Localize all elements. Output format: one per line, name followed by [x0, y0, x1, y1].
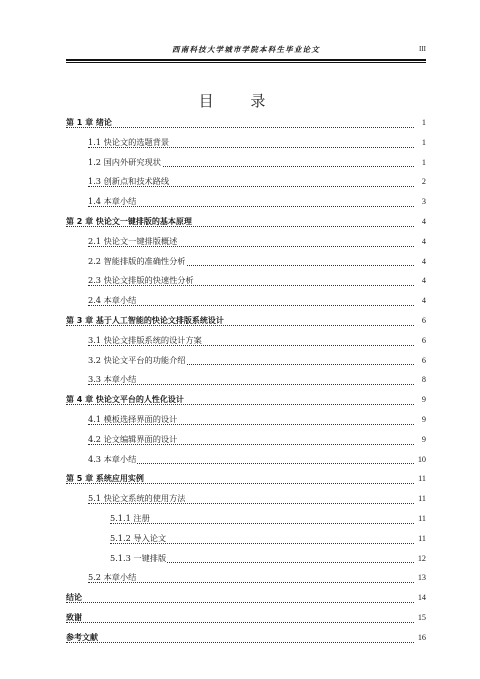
toc-entry-page: 4 [421, 256, 426, 266]
toc-entry[interactable] [66, 549, 426, 569]
toc-entry-page: 13 [417, 573, 426, 583]
toc-entry-page: 12 [417, 553, 426, 563]
toc-entry[interactable] [66, 430, 426, 450]
header-title: 西南科技大学城市学院本科生毕业论文 [172, 45, 320, 54]
dot-leader [66, 127, 414, 128]
dot-leader [66, 642, 414, 643]
toc-entry[interactable] [66, 489, 426, 509]
toc-entry-label: 1.2 国内外研究现状 [88, 156, 161, 167]
toc-entry[interactable] [66, 608, 426, 628]
toc-entry[interactable] [66, 351, 426, 371]
dot-leader [110, 523, 414, 524]
dot-leader [66, 622, 414, 623]
toc-entry[interactable] [66, 212, 426, 232]
toc-entry[interactable] [66, 133, 426, 153]
dot-leader [88, 384, 414, 385]
toc-entry[interactable] [66, 153, 426, 173]
running-header [66, 44, 426, 58]
toc-entry[interactable] [66, 291, 426, 311]
toc-entry[interactable] [66, 509, 426, 529]
toc-entry[interactable] [66, 172, 426, 192]
toc-entry[interactable] [66, 252, 426, 272]
toc-entry[interactable] [66, 192, 426, 212]
toc-entry-page: 2 [421, 177, 426, 187]
toc-entry-page: 1 [421, 157, 426, 167]
toc-entry-label: 2.2 智能排版的准确性分析 [88, 255, 186, 266]
toc-entry-page: 1 [421, 118, 426, 127]
dot-leader [88, 206, 414, 207]
toc-entry[interactable] [66, 311, 426, 331]
header-page-number: III [419, 45, 426, 53]
dot-leader [88, 285, 414, 286]
toc-entry-page: 6 [421, 355, 426, 365]
toc-entry-label: 3.2 快论文平台的功能介绍 [88, 354, 186, 365]
toc-entry-label: 3.1 快论文排版系统的设计方案 [88, 334, 202, 345]
toc-entry[interactable] [66, 588, 426, 608]
toc-entry-label: 4.3 本章小结 [88, 453, 137, 464]
toc-entry[interactable] [66, 568, 426, 588]
toc-entry-label: 1.4 本章小结 [88, 196, 137, 207]
toc-entry-page: 4 [421, 236, 426, 246]
dot-leader [88, 186, 414, 187]
dot-leader [88, 503, 414, 504]
toc-entry-label: 第 3 章 基于人工智能的快论文排版系统设计 [66, 315, 224, 325]
toc-heading: 目 录 [198, 92, 282, 110]
toc-entry-label: 参考文献 [66, 632, 98, 642]
toc-entry-label: 第 5 章 系统应用实例 [66, 474, 144, 484]
toc-entry-page: 16 [417, 632, 426, 642]
toc-entry-page: 6 [421, 315, 426, 325]
toc-entry-label: 2.3 快论文排版的快速性分析 [88, 275, 194, 286]
header-rule [66, 59, 426, 61]
dot-leader [88, 582, 414, 583]
toc-entry[interactable] [66, 113, 426, 133]
toc-entry[interactable] [66, 390, 426, 410]
toc-entry-page: 11 [418, 533, 426, 543]
toc-entry[interactable] [66, 271, 426, 291]
toc-entry-label: 结论 [66, 593, 82, 603]
toc-entry[interactable] [66, 529, 426, 549]
toc-entry-label: 第 1 章 绪论 [66, 118, 112, 127]
toc-entry[interactable] [66, 410, 426, 430]
toc-entry-page: 8 [421, 375, 426, 385]
toc-entry-page: 6 [421, 335, 426, 345]
toc-entry-page: 3 [421, 197, 426, 207]
toc-entry-label: 1.1 快论文的选题背景 [88, 136, 170, 147]
toc-entry-label: 3.3 本章小结 [88, 374, 137, 385]
toc-entry-label: 1.3 创新点和技术路线 [88, 176, 170, 187]
toc-entry-page: 11 [418, 494, 426, 504]
toc-entry-page: 11 [418, 513, 426, 523]
toc-entry-label: 致谢 [66, 612, 82, 622]
toc-entry[interactable] [66, 331, 426, 351]
dot-leader [66, 602, 414, 603]
toc-entry-page: 15 [417, 612, 426, 622]
toc-entry-label: 4.1 模板选择界面的设计 [88, 413, 178, 424]
toc-entry[interactable] [66, 370, 426, 390]
toc-entry-page: 4 [421, 276, 426, 286]
toc-entry-page: 11 [418, 474, 426, 484]
toc-entry-page: 9 [421, 434, 426, 444]
toc-entry-label: 4.2 论文编辑界面的设计 [88, 433, 178, 444]
toc-entry-label: 5.2 本章小结 [88, 572, 137, 583]
toc-entry-label: 2.4 本章小结 [88, 295, 137, 306]
toc-entry[interactable] [66, 469, 426, 489]
toc-entry-page: 9 [421, 414, 426, 424]
toc-entry-page: 4 [421, 216, 426, 226]
toc-entry-label: 5.1.3 一键排版 [110, 552, 167, 563]
toc-entry-page: 9 [421, 395, 426, 405]
table-of-contents [66, 113, 426, 648]
toc-entry-label: 2.1 快论文一键排版概述 [88, 235, 178, 246]
dot-leader [66, 404, 414, 405]
toc-entry[interactable] [66, 450, 426, 470]
toc-entry-label: 5.1.1 注册 [110, 512, 150, 523]
dot-leader [66, 483, 414, 484]
toc-entry-label: 5.1 快论文系统的使用方法 [88, 493, 186, 504]
toc-entry[interactable] [66, 628, 426, 648]
toc-entry-page: 10 [417, 454, 426, 464]
dot-leader [88, 305, 414, 306]
header-rule-thin [66, 62, 426, 63]
toc-entry-label: 第 4 章 快论文平台的人性化设计 [66, 395, 184, 405]
toc-entry-label: 第 2 章 快论文一键排版的基本原理 [66, 216, 192, 226]
toc-entry-page: 4 [421, 296, 426, 306]
toc-entry-label: 5.1.2 导入论文 [110, 532, 167, 543]
toc-entry[interactable] [66, 232, 426, 252]
toc-entry-page: 14 [417, 593, 426, 603]
toc-entry-page: 1 [421, 137, 426, 147]
